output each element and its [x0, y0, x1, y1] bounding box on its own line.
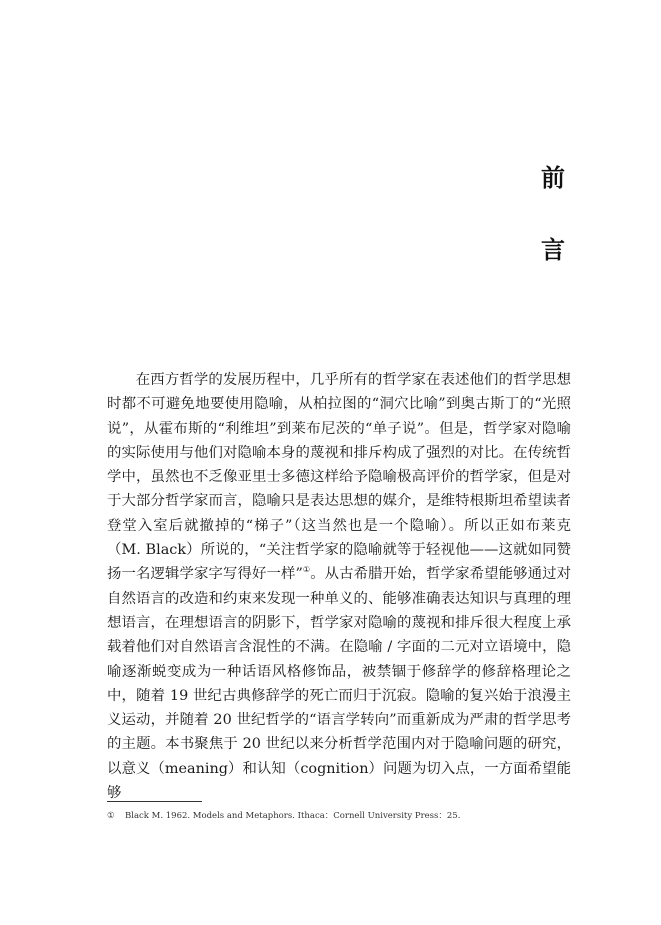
paragraph-text-part-2: 。从古希腊开始，哲学家希望能够通过对自然语言的改造和约束来发现一种单义的、能够准确表达知识与真理的理想语言，在理想语言的阴影下，哲学家对隐喻的蔑视和排斥很大程度上承载着他们对自然语言含混性的不满。在隐喻 / 字面的二元对立语境中，隐喻逐渐蜕变成为一种话语风格修饰品，被禁锢于修辞学的修辞格理论之中，随着 19 世纪古典修辞学的死亡而归于沉寂。隐喻的复兴始于浪漫主义运动，并随着 20 世纪哲学的“语言学转向”而重新成为严肃的哲学思考的主题。本书聚焦于 20 世纪以来分析哲学范围内对于隐喻问题的研究，以意义（meaning）和认知（cognition）问题为切入点，一方面希望能够: [107, 566, 571, 802]
paragraph-text-part-1: 在西方哲学的发展历程中，几乎所有的哲学家在表述他们的哲学思想时都不可避免地要使用隐喻，从柏拉图的“洞穴比喻”到奥古斯丁的“光照说”，从霍布斯的“利维坦”到莱布尼茨的“单子说”。但是，哲学家对隐喻的实际使用与他们对隐喻本身的蔑视和排斥构成了强烈的对比。在传统哲学中，虽然也不乏像亚里士多德这样给予隐喻极高评价的哲学家，但是对于大部分哲学家而言，隐喻只是表达思想的媒介，是维特根斯坦希望读者登堂入室后就撤掉的“梯子”（这当然也是一个隐喻）。所以正如布莱克（M. Black）所说的，“关注哲学家的隐喻就等于轻视他——这就如同赞扬一名逻辑学家字写得好一样”: [107, 372, 571, 583]
footnote-reference[interactable]: ①: [302, 565, 311, 575]
page-title-char-2: 言: [541, 235, 565, 264]
body-text: [107, 368, 571, 805]
footnote-divider: [107, 801, 202, 802]
footnote-text: Black M. 1962. Models and Metaphors. Ithaca：Cornell University Press：25.: [125, 811, 461, 821]
body-paragraph: [107, 368, 571, 805]
footnote-mark: ①: [107, 811, 115, 821]
page-title-char-1: 前: [541, 163, 565, 192]
footnote: [107, 810, 571, 822]
